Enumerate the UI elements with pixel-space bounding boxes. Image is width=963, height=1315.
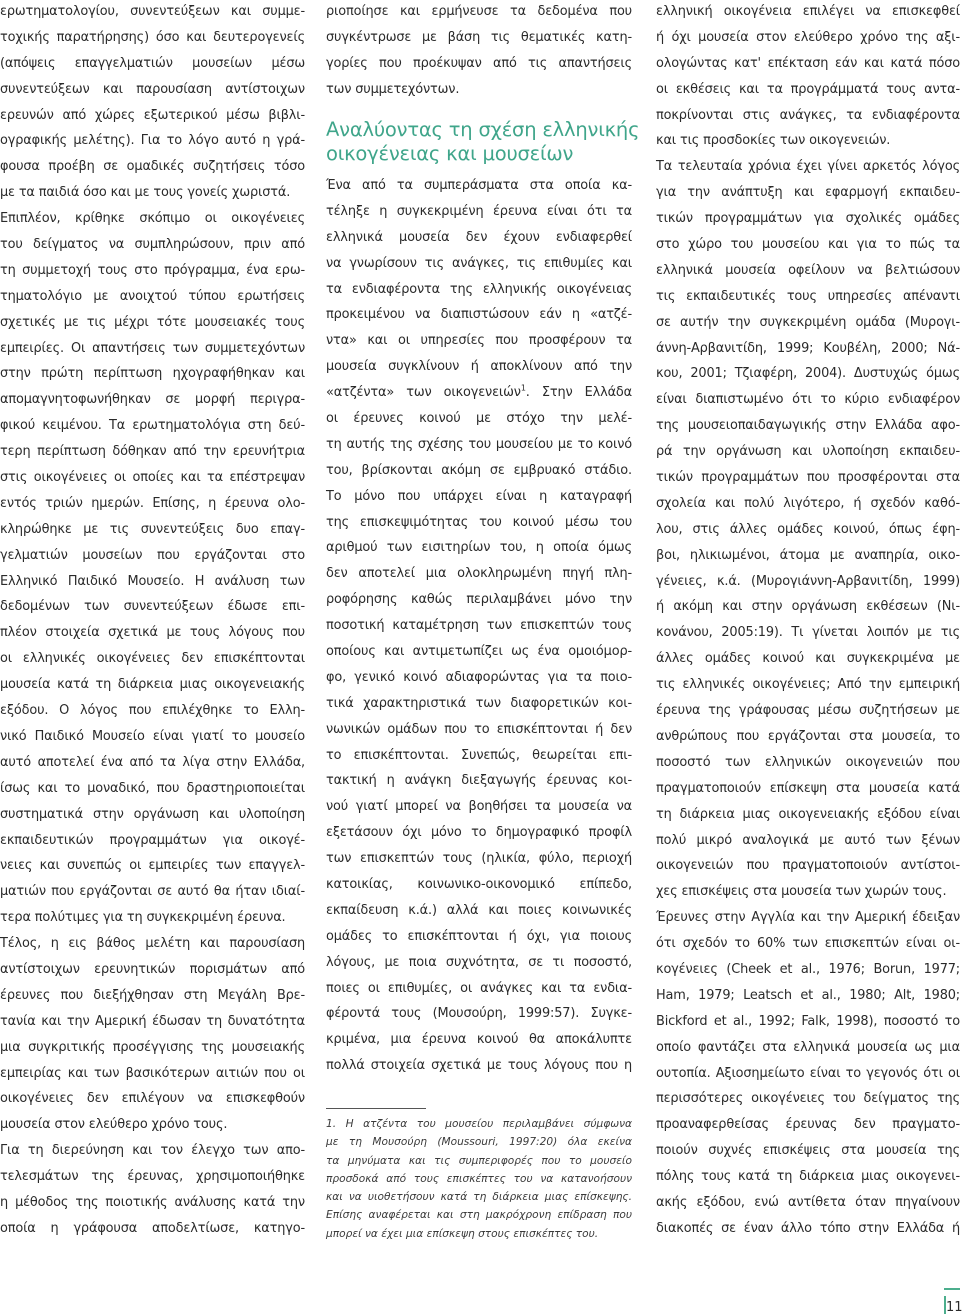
text-line: ποκρίνονται στις ανάγκες, τα ενδιαφέροντα [656, 107, 960, 123]
text-line: κατοικίας, κοινωνικο-οικονομικό επίπεδο, [326, 877, 632, 893]
text-line: τα ενδιαφέροντα της ελληνικής οικογένειας [326, 281, 632, 297]
text-line: ομάδες το επισκέπτονται ή όχι, για ποιους [326, 928, 632, 944]
footnote [326, 1115, 632, 1243]
footnote-line: και να υιοθετήσουν κατά τη διάρκεια μιας επίσκεψης. [326, 1191, 632, 1204]
text-line: λου, στις άλλες ομάδες κοινού, όπως έφη- [656, 521, 960, 537]
text-line: τοχικής παρατήρησης) όσο και δευτερογενείς [0, 29, 305, 45]
text-line: άλλες ομάδες κοινού και συγκεκριμένα με [656, 651, 960, 667]
text-line: ότι σχεδόν το 60% των επισκεπτών είναι οι- [656, 936, 960, 952]
text-line: ερευνών από χώρες εξωτερικού μέσω βιβλι- [0, 107, 305, 123]
text-line: σε αυτήν την συγκεκριμένη ομάδα (Μυρογι- [656, 314, 960, 330]
text-line: ριοποίησε και ερμήνευσε τα δεδομένα που [326, 4, 632, 19]
footnote-line: μπορεί να έχει μια επίσκεψη στους επισκέπτες του. [326, 1227, 599, 1240]
footnote-line: Επίσης αναφέρεται και στη μακρόχρονη επίδραση που [326, 1209, 632, 1222]
text-line: να γνωρίσουν τις ανάγκες, τις επιθυμίες και [326, 255, 632, 271]
text-line: μουσεία κατά τη διάρκεια μιας οικογενειακής [0, 677, 305, 693]
text-line: εντός τριών ημερών. Επίσης, η έρευνα ολο- [0, 495, 305, 511]
text-line: είναι διαπιστωμένο ότι το κύριο ενδιαφέρον [656, 392, 960, 408]
text-line: τικών προγραμμάτων που προσφέρονται στα [656, 470, 960, 486]
text-line: κογένειες (Cheek et al., 1976; Borun, 1977; [656, 961, 960, 977]
text-column-left [0, 0, 305, 1242]
text-line: οποίο φαντάζει στα ελληνικά μουσεία ως μια [656, 1039, 960, 1055]
text-line: εμπειρίες. Οι απαντήσεις των συμμετεχόντων [0, 340, 305, 356]
text-line: Έρευνες στην Αγγλία και την Αμερική έδειξαν [656, 910, 960, 926]
text-line: ή όχι μουσεία στον ελεύθερο χρόνο της αξι- [656, 29, 960, 45]
text-line: έρευνες που διεξήχθησαν στη Μεγάλη Βρε- [0, 987, 305, 1003]
text-line: τικά χαρακτηριστικά των διαφορετικών κοι- [326, 695, 632, 711]
text-line: προκειμένου να διαπιστώσουν εάν η «ατζέ- [326, 307, 632, 323]
text-line: οικογενειών που πραγματοποιούν αντίστοι- [656, 858, 960, 874]
text-line: Τα τελευταία χρόνια έχει γίνει αρκετός λόγος [656, 159, 960, 175]
text-line: τηματολόγιο με ανοιχτού τύπου ερωτήσεις [0, 288, 305, 304]
text-line: περισσότερες οικογένειες του δείγματος της [656, 1091, 960, 1107]
text-line: οποία η γράφουσα αποδελτίωσε, κατηγο- [0, 1220, 305, 1236]
footnote-line: 1. Η ατζέντα του μουσείου περιλαμβάνει σύμφωνα [326, 1118, 632, 1130]
text-line: εκπαίδευση κ.ά.) αλλά και ποιες κοινωνικές [326, 902, 632, 918]
text-line: πραγματοποιούν επίσκεψη στα μουσεία κατά [656, 780, 960, 796]
footnote-line: με τη Μουσούρη (Moussouri, 1997:20) όλα εκείνα [326, 1136, 632, 1149]
text-line: νικό Παιδικό Μουσείο είναι γιατί το μουσείο [0, 728, 305, 744]
text-line: Bickford et al., 1992; Falk, 1998), ποσοστό το [656, 1013, 960, 1029]
text-line: δεν αποτελεί μια ολοκληρωμένη πηγή πλη- [326, 566, 632, 582]
text-line: γορίες που προέκυψαν από τις απαντήσεις [326, 55, 632, 71]
text-line: στις οικογένειες οι οποίες και τα επέστρεψαν [0, 470, 305, 486]
text-line: βοι, ηλικιωμένοι, άτομα με αναπηρία, οικο- [656, 547, 960, 563]
text-line: και τις προσδοκίες των οικογενειών. [656, 133, 891, 149]
paragraph-continued [326, 0, 632, 103]
text-line: οικογένειες δεν επιλέγουν να επισκεφθούν [0, 1091, 305, 1107]
footnote-line: τα μηνύματα και τις συμπεριφορές που το μουσείο [326, 1154, 632, 1167]
footnote-marker: 1 [520, 383, 526, 393]
text-line: Τέλος, η εις βάθος μελέτη και παρουσίαση [0, 936, 305, 952]
text-line: τις ελληνικές οικογένειες; Από την εμπειρική [656, 677, 960, 693]
text-line: ροφόρησης καθώς περιλαμβάνει μόνο την [326, 592, 632, 608]
text-line: Επιπλέον, κρίθηκε σκόπιμο οι οικογένειες [0, 211, 305, 227]
text-line: μουσεία στον ελεύθερο χρόνο τους. [0, 1117, 228, 1133]
text-line: πλέον στοιχεία σχετικά με τους λόγους που [0, 625, 305, 641]
text-line: Για τη διερεύνηση και τον έλεγχο των απο- [0, 1143, 305, 1159]
text-line: τέληξε η συγκεκριμένη έρευνα είναι ότι τα [326, 203, 632, 219]
text-line: ολογώντας κατ' επέκταση εάν και κατά πόσο [656, 55, 960, 71]
text-line: τερη περίπτωση δόθηκαν από την ερευνήτρια [0, 444, 305, 460]
text-line: ερωτηματολογίου, συνεντεύξεων και συμμε- [0, 4, 305, 19]
text-line: τις εκπαιδευτικές τους υπηρεσίες απέναντι [656, 288, 960, 304]
text-line: κληρώθηκε με τις συνεντεύξεις δυο επαγ- [0, 521, 305, 537]
text-line: λόγους, με ποια συχνότητα, σε τι ποσοστό, [326, 954, 632, 970]
text-line: κου, 2001; Τζιαφέρη, 2004). Δυστυχώς όμως [656, 366, 960, 382]
section-heading-line-2: οικογένειας και μουσείων [326, 142, 574, 165]
text-line: οποίους και αντιμετωπίζει ως ένα ομοιόμορ- [326, 644, 632, 660]
text-line: του, βρίσκονται ακόμη σε εμβρυακό στάδιο. [326, 462, 632, 478]
text-line: δεδομένων των συνεντεύξεων έδωσε επι- [0, 599, 305, 615]
text-line: η μέθοδος της ποιοτικής ανάλυσης κατά την [0, 1194, 305, 1210]
text-line: Ελληνικό Παιδικό Μουσείο. Η ανάλυση των [0, 573, 305, 589]
text-line: τη διάρκεια μιας οικογενειακής εξόδου είναι [656, 806, 960, 822]
text-line: ελληνική οικογένεια επιλέγει να επισκεφθεί [656, 4, 960, 19]
text-line: ίσως και το μοναδικό, που δραστηριοποιείται [0, 780, 305, 796]
text-line: ελληνικά μουσεία δεν έχουν ενδιαφερθεί [326, 229, 632, 245]
text-line: τερα πολύτιμες για τη συγκεκριμένη έρευνα. [0, 910, 286, 926]
page-number: 11 [946, 1300, 963, 1315]
text-line: για την ανάπτυξη και εφαρμογή εκπαιδευ- [656, 185, 960, 201]
text-line: ρά την οργάνωση και υλοποίηση εκπαιδευ- [656, 444, 960, 460]
text-line: του δείγματος να συμπληρώσουν, πριν από [0, 237, 305, 253]
section-heading [326, 118, 640, 166]
text-line: φέροντά τους (Μουσούρη, 1999:57). Συγκε- [326, 1006, 632, 1022]
text-line: Το μόνο που υπάρχει είναι η καταγραφή [326, 488, 632, 504]
text-line: στο χώρο του μουσείου και για το πώς τα [656, 237, 960, 253]
text-line: με τα παιδιά όσο και με τους γονείς χωριστά. [0, 185, 291, 201]
text-line: των επισκεπτών τους (ηλικία, φύλο, περιοχή [326, 851, 632, 867]
text-line: μουσεία συγκλίνουν ή αποκλίνουν από την [326, 359, 632, 375]
text-line: γελματιών μουσείων που εργάζονται στο [0, 547, 305, 563]
text-line: ποσοτική καταμέτρηση των επισκεπτών τους [326, 618, 632, 634]
text-line: οι εκθέσεις και τα προγράμματά τους αντα- [656, 81, 960, 97]
footnote-line: προσδοκά από τους επισκέπτες του να κατανοήσουν [326, 1172, 632, 1185]
text-line: έρευνα της γράφουσας μέσω συζητήσεων με [656, 703, 960, 719]
text-line: φουσα προέβη σε ομαδικές συζητήσεις τόσο [0, 159, 305, 175]
paragraph-body-continued [326, 406, 632, 1079]
text-line: οι ελληνικές οικογένειες δεν επισκέπτονται [0, 651, 305, 667]
text-line: ή ακόμη και στην οργάνωση εκθέσεων (Νι- [656, 599, 960, 615]
text-line: ανθρώπους που εργάζονται στα μουσεία, το [656, 728, 960, 744]
text-line: πόλης τους κατά τη διάρκεια μιας οικογενει- [656, 1169, 960, 1185]
text-line: εξετάσουν όχι μόνο το δημογραφικό προφίλ [326, 825, 632, 841]
text-line: αριθμού των εισιτηρίων του, η οποία όμως [326, 540, 632, 556]
text-line: ποσοστό των ελληνικών οικογενειών που [656, 754, 960, 770]
text-line: διακοπές σε έναν άλλο τόπο στην Ελλάδα ή [656, 1220, 960, 1236]
footnote-divider [326, 1108, 426, 1109]
text-line: νωνικών ομάδων που το επισκέπτονται ή δεν [326, 721, 632, 737]
text-line: συνεντεύξεων και παρουσίαση αντίστοιχων [0, 81, 305, 97]
text-line: τη συμμετοχή τους στο πρόγραμμα, ένα ερω- [0, 262, 305, 278]
text-line: ελληνικά μουσεία οφείλουν να βελτιώσουν [656, 262, 960, 278]
text-line: πολύ μικρό αναλογικά με αυτό των ξένων [656, 832, 960, 848]
text-line: φο, γενικό κοινό αδιαφορώντας για τα ποιο- [326, 669, 632, 685]
text-column-right [656, 0, 960, 1242]
text-line: Ham, 1979; Leatsch et al., 1980; Alt, 1980; [656, 987, 960, 1003]
text-line: ποιούν συχνές επισκέψεις στα μουσεία της [656, 1143, 960, 1159]
text-line: χες επισκέψεις στα μουσεία των χωρών τους. [656, 884, 947, 900]
text-line: σχετικές με τις μέχρι τότε μουσειακές τους [0, 314, 305, 330]
text-line: αυτό αποτελεί ένα από τα λίγα στην Ελλάδα, [0, 754, 305, 770]
text-line: συγκέντρωσε με βάση τις θεματικές κατη- [326, 29, 632, 45]
text-line: των συμμετεχόντων. [326, 81, 460, 97]
text-line: τακτική η ανάγκη διεξαγωγής έρευνας κοι- [326, 773, 632, 789]
footnote-ref-line [326, 380, 632, 406]
section-heading-line-1: Αναλύοντας τη σχέση ελληνικής [326, 118, 640, 141]
text-line: (απόψεις επαγγελματιών μουσείων μέσω [0, 55, 305, 71]
text-line: ποιες οι επιθυμίες, οι ανάγκες και τα ενδια- [326, 980, 632, 996]
footnote-ref-text: «ατζέντα» των οικογενειών [326, 385, 521, 400]
text-line: εκπαιδευτικών προγραμμάτων για οικογέ- [0, 832, 305, 848]
footnote-ref-tail: . Στην Ελλάδα [525, 385, 633, 400]
text-line: κονάνου, 2005:19). Τι γίνεται λοιπόν με τις [656, 625, 960, 641]
text-line: τελεσμάτων της έρευνας, χρησιμοποιήθηκε [0, 1169, 305, 1185]
text-line: οι έρευνες κοινού με στόχο την μελέ- [326, 411, 632, 426]
text-line: εμπειρίας και των βασικότερων αιτιών που οι [0, 1065, 305, 1081]
text-line: το επισκέπτονται. Συνεπώς, θεωρείται επι- [326, 747, 632, 763]
text-line: τη αυτής της σχέσης του μουσείου με το κοινό [326, 436, 632, 452]
text-line: τικών προγραμμάτων για σχολικές ομάδες [656, 211, 960, 227]
text-line: αντίστοιχων ερευνητικών πορισμάτων από [0, 961, 305, 977]
text-line: ογραφικής μελέτης). Για το λόγο αυτό η γρά- [0, 133, 305, 149]
text-line: Ένα από τα συμπεράσματα στα οποία κα- [326, 178, 632, 193]
text-line: τανία και την Αμερική έδωσαν τη δυνατότητα [0, 1013, 305, 1029]
text-line: συστηματικά στην οργάνωση και υλοποίηση [0, 806, 305, 822]
text-line: νειες και συνεπώς οι εμπειρίες των επαγγελ- [0, 858, 305, 874]
paragraph-body [326, 173, 632, 380]
text-line: γένειες, κ.ά. (Μυρογιάννη-Αρβανιτίδη, 1999) [656, 573, 960, 589]
text-line: άννη-Αρβανιτίδη, 1999; Κουβέλη, 2000; Νά- [656, 340, 960, 356]
text-line: εξόδου. Ο λόγος που επιλέχθηκε το Ελλη- [0, 703, 305, 719]
text-line: στην πρώτη περίπτωση ηχογραφήθηκαν και [0, 366, 305, 382]
text-line: πολλά στοιχεία σχετικά με τους λόγους που η [326, 1058, 632, 1074]
text-line: της επισκεψιμότητας του κοινού μέσω του [326, 514, 632, 530]
text-line: μια συγκριτικής προσέγγισης της μουσειακής [0, 1039, 305, 1055]
text-line: προαναφερθείσας έρευνας δεν πραγματο- [656, 1117, 960, 1133]
text-line: ουτοπία. Αξιοσημείωτο είναι το γεγονός ότι οι [656, 1065, 960, 1081]
text-line: απομαγνητοφωνήθηκαν σε μορφή περιγρα- [0, 392, 305, 408]
text-line: ακής εξόδου, ενώ αντίθετα όταν πηγαίνουν [656, 1194, 960, 1210]
text-line: νού γιατί μπορεί να βοηθήσει τα μουσεία να [326, 799, 632, 815]
text-line: ματιών που εργάζονται σε αυτό θα ήταν ιδιαί- [0, 884, 305, 900]
page-number-rule [944, 1288, 960, 1290]
text-line: κριμένα, μια έρευνα κοινού θα αποκάλυπτε [326, 1032, 632, 1048]
text-line: σχολεία και πολύ λιγότερο, ή σχεδόν καθό- [656, 495, 960, 511]
text-line: ντα» και οι υπηρεσίες που προσφέρουν τα [326, 333, 632, 349]
text-line: φικού κειμένου. Τα ερωτηματολόγια στη δεύ- [0, 418, 305, 434]
text-line: της μουσειοπαιδαγωγικής στην Ελλάδα αφο- [656, 418, 960, 434]
